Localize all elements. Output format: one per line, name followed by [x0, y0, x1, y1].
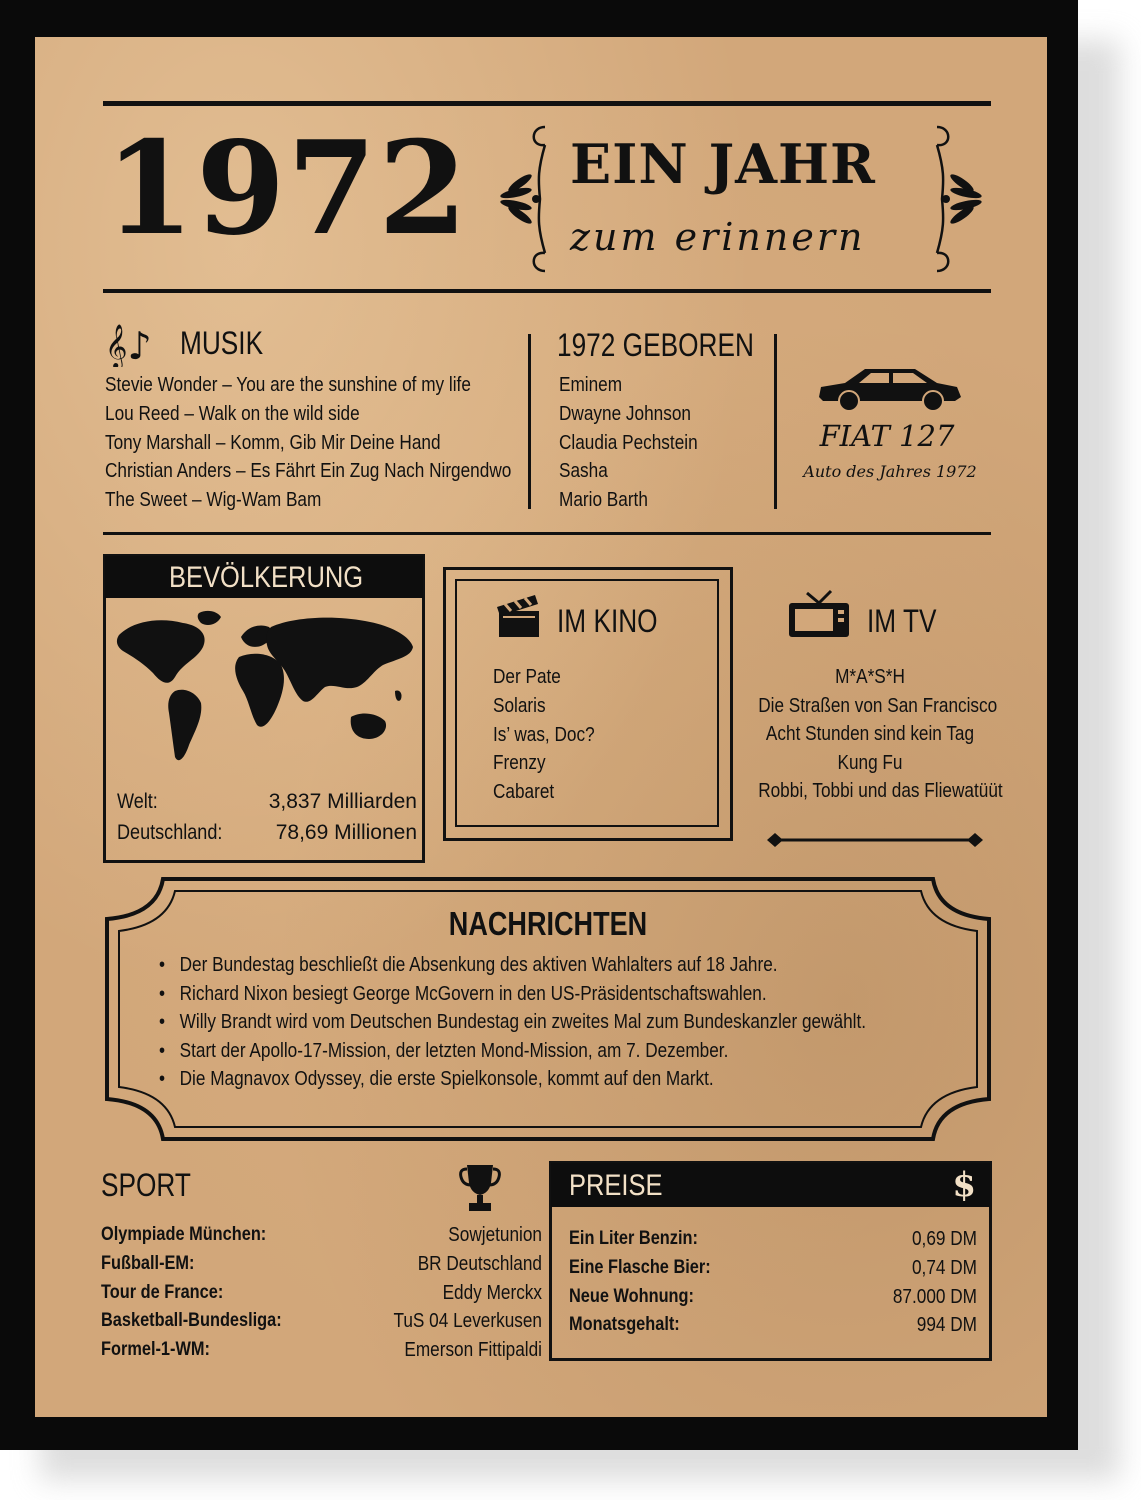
- title-sub: zum erinnern: [570, 215, 866, 259]
- nachrichten-list: [159, 951, 866, 1094]
- nachrichten-title: NACHRICHTEN: [448, 905, 648, 942]
- musik-list: [105, 371, 511, 515]
- musik-title: MUSIK: [180, 325, 264, 361]
- tv-list: [740, 663, 1003, 806]
- kino-item: Solaris: [493, 694, 546, 717]
- preis-value: 0,69 DM: [911, 1228, 977, 1250]
- geboren-item: Dwayne Johnson: [559, 402, 691, 425]
- svg-text:𝄞♪: 𝄞♪: [105, 324, 152, 367]
- poster: [35, 37, 1047, 1417]
- preis-label: Ein Liter Benzin:: [569, 1228, 698, 1249]
- preise-banner: [551, 1163, 990, 1207]
- sport-labels: [101, 1221, 282, 1365]
- year-title: 1972: [105, 114, 470, 264]
- bevoelkerung-title: BEVÖLKERUNG: [169, 561, 364, 594]
- music-notes-icon: [105, 321, 163, 367]
- kino-item: Cabaret: [493, 781, 555, 804]
- musik-item: The Sweet – Wig-Wam Bam: [105, 489, 322, 512]
- left-ornament-icon: [490, 119, 562, 279]
- tv-icon: [787, 589, 851, 641]
- sport-label: Formel-1-WM:: [101, 1339, 210, 1361]
- preis-label: Monatsgehalt:: [569, 1314, 680, 1336]
- tv-title: IM TV: [867, 603, 937, 639]
- divider-vertical: [528, 334, 531, 509]
- preis-value: 87.000 DM: [892, 1285, 977, 1308]
- tv-divider: [765, 831, 985, 849]
- title-main: EIN JAHR: [570, 132, 876, 196]
- car-icon: [815, 363, 965, 415]
- clapperboard-icon: [495, 593, 543, 639]
- musik-item: Christian Anders – Es Fährt Ein Zug Nach Nirgendwo: [105, 460, 512, 483]
- auto-caption: Auto des Jahres 1972: [803, 462, 977, 481]
- sport-label: Olympiade München:: [101, 1224, 267, 1245]
- sport-title: SPORT: [101, 1167, 191, 1203]
- header-bottom-rule: [103, 289, 991, 293]
- top-rule: [103, 101, 991, 106]
- preis-label: Neue Wohnung:: [569, 1285, 694, 1307]
- preis-label: Eine Flasche Bier:: [569, 1256, 711, 1278]
- auto-name: FIAT 127: [819, 419, 955, 453]
- nachrichten-item: • Die Magnavox Odyssey, die erste Spielkonsole, kommt auf den Markt.: [159, 1068, 714, 1091]
- preise-labels: [569, 1225, 711, 1340]
- preise-values: [805, 1225, 977, 1340]
- sport-values: [310, 1221, 542, 1365]
- geboren-item: Mario Barth: [559, 489, 648, 512]
- preis-value: 0,74 DM: [911, 1256, 977, 1279]
- nachrichten-item: • Start der Apollo-17-Mission, der letzten Mond-Mission, am 7. Dezember.: [159, 1039, 729, 1062]
- tv-item: M*A*S*H: [835, 666, 905, 688]
- world-map-icon: [113, 607, 418, 777]
- welt-label: Welt:: [117, 790, 158, 813]
- kino-list: [493, 663, 595, 807]
- geboren-item: Eminem: [559, 374, 623, 396]
- geboren-item: Claudia Pechstein: [559, 431, 698, 454]
- sport-value: Eddy Merckx: [442, 1281, 542, 1304]
- sport-value: Emerson Fittipaldi: [404, 1339, 542, 1362]
- tv-item: Kung Fu: [837, 751, 903, 774]
- nachrichten-item: • Der Bundestag beschließt die Absenkung des aktiven Wahlalters auf 18 Jahre.: [159, 954, 778, 976]
- preise-title: PREISE: [569, 1169, 663, 1202]
- bevoelkerung-banner: [105, 556, 423, 598]
- geboren-item: Sasha: [559, 460, 608, 483]
- kino-item: Is’ was, Doc?: [493, 723, 595, 746]
- mid-rule: [103, 532, 991, 535]
- tv-item: Die Straßen von San Francisco: [758, 694, 998, 717]
- divider-vertical: [774, 334, 777, 509]
- nachrichten-item: • Willy Brandt wird vom Deutschen Bundestag ein zweites Mal zum Bundeskanzler gewählt.: [159, 1011, 867, 1034]
- sport-label: Basketball-Bundesliga:: [101, 1310, 282, 1332]
- tv-item: Acht Stunden sind kein Tag: [765, 723, 975, 746]
- dollar-icon: $: [952, 1165, 976, 1205]
- nachrichten-item: • Richard Nixon besiegt George McGovern in den US-Präsidentschaftswahlen.: [159, 982, 767, 1005]
- geboren-list: [559, 371, 698, 515]
- deutschland-value: 78,69 Millionen: [275, 821, 417, 844]
- kino-item: Der Pate: [493, 666, 561, 688]
- musik-item: Stevie Wonder – You are the sunshine of my life: [105, 374, 471, 396]
- musik-item: Tony Marshall – Komm, Gib Mir Deine Hand: [105, 431, 441, 454]
- sport-value: TuS 04 Leverkusen: [393, 1310, 542, 1333]
- sport-label: Tour de France:: [101, 1281, 224, 1303]
- right-ornament-icon: [920, 119, 992, 279]
- trophy-icon: [459, 1163, 501, 1213]
- musik-item: Lou Reed – Walk on the wild side: [105, 402, 360, 425]
- geboren-title: 1972 GEBOREN: [557, 327, 754, 363]
- sport-label: Fußball-EM:: [101, 1252, 195, 1274]
- kino-item: Frenzy: [493, 752, 546, 775]
- nachrichten-title-wrap: [103, 905, 993, 943]
- welt-value: 3,837 Milliarden: [268, 790, 417, 813]
- preis-value: 994 DM: [916, 1314, 977, 1337]
- tv-item: Robbi, Tobbi und das Fliewatüüt: [758, 780, 1003, 803]
- kino-title: IM KINO: [557, 603, 658, 639]
- sport-value: BR Deutschland: [417, 1252, 542, 1275]
- deutschland-label: Deutschland:: [117, 821, 223, 844]
- sport-value: Sowjetunion: [448, 1224, 542, 1246]
